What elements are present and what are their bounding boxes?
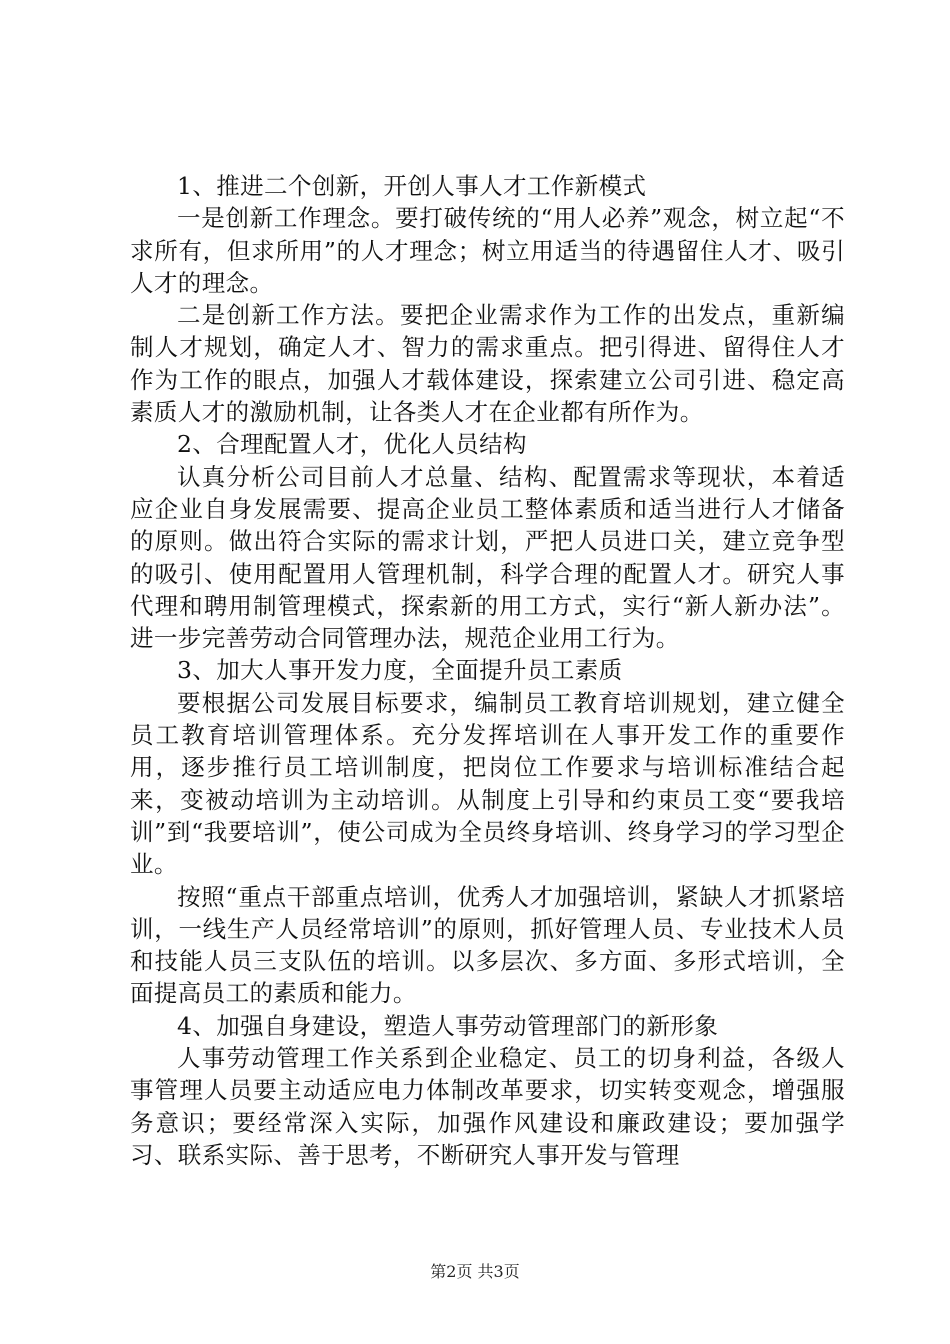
section-heading-4: 4、加强自身建设，塑造人事劳动管理部门的新形象	[177, 1011, 719, 1040]
paragraph-training-principle: 按照“重点干部重点培训，优秀人才加强培训，紧缺人才抓紧培训，一线生产人员经常培训”的原则，抓好管理人员、专业技术人员和技能人员三支队伍的培训。以多层次、多方面、多形式培训，全面提高员工的素质和能力。	[130, 882, 845, 1008]
section-heading-2: 2、合理配置人才，优化人员结构	[177, 430, 527, 459]
section-heading-3: 3、加大人事开发力度，全面提升员工素质	[177, 656, 623, 685]
page-number-footer: 第2页 共3页	[430, 1262, 520, 1281]
section-heading-1: 1、推进二个创新，开创人事人才工作新模式	[177, 172, 647, 200]
paragraph-talent-allocation: 认真分析公司目前人才总量、结构、配置需求等现状，本着适应企业自身发展需要、提高企业员工整体素质和适当进行人才储备的原则。做出符合实际的需求计划，严把人员进口关，建立竞争型的吸引、使用配置用人管理机制，科学合理的配置人才。研究人事代理和聘用制管理模式，探索新的用工方式，实行“新人新办法”。进一步完善劳动合同管理办法，规范企业用工行为。	[130, 462, 845, 653]
paragraph-self-construction: 人事劳动管理工作关系到企业稳定、员工的切身利益，各级人事管理人员要主动适应电力体制改革要求，切实转变观念，增强服务意识；要经常深入实际，加强作风建设和廉政建设；要加强学习、联系实际、善于思考，不断研究人事开发与管理	[130, 1044, 845, 1169]
document-body	[130, 170, 845, 1171]
paragraph-innovation-concept: 一是创新工作理念。要打破传统的“用人必养”观念，树立起“不求所有，但求所用”的人才理念；树立用适当的待遇留住人才、吸引人才的理念。	[130, 204, 845, 297]
paragraph-training-plan: 要根据公司发展目标要求，编制员工教育培训规划，建立健全员工教育培训管理体系。充分发挥培训在人事开发工作的重要作用，逐步推行员工培训制度，把岗位工作要求与培训标准结合起来，变被动培训为主动培训。从制度上引导和约束员工变“要我培训”到“我要培训”，使公司成为全员终身培训、终身学习的学习型企业。	[130, 688, 845, 879]
paragraph-innovation-method: 二是创新工作方法。要把企业需求作为工作的出发点，重新编制人才规划，确定人才、智力的需求重点。把引得进、留得住人才作为工作的眼点，加强人才载体建设，探索建立公司引进、稳定高素质人才的激励机制，让各类人才在企业都有所作为。	[130, 301, 845, 427]
